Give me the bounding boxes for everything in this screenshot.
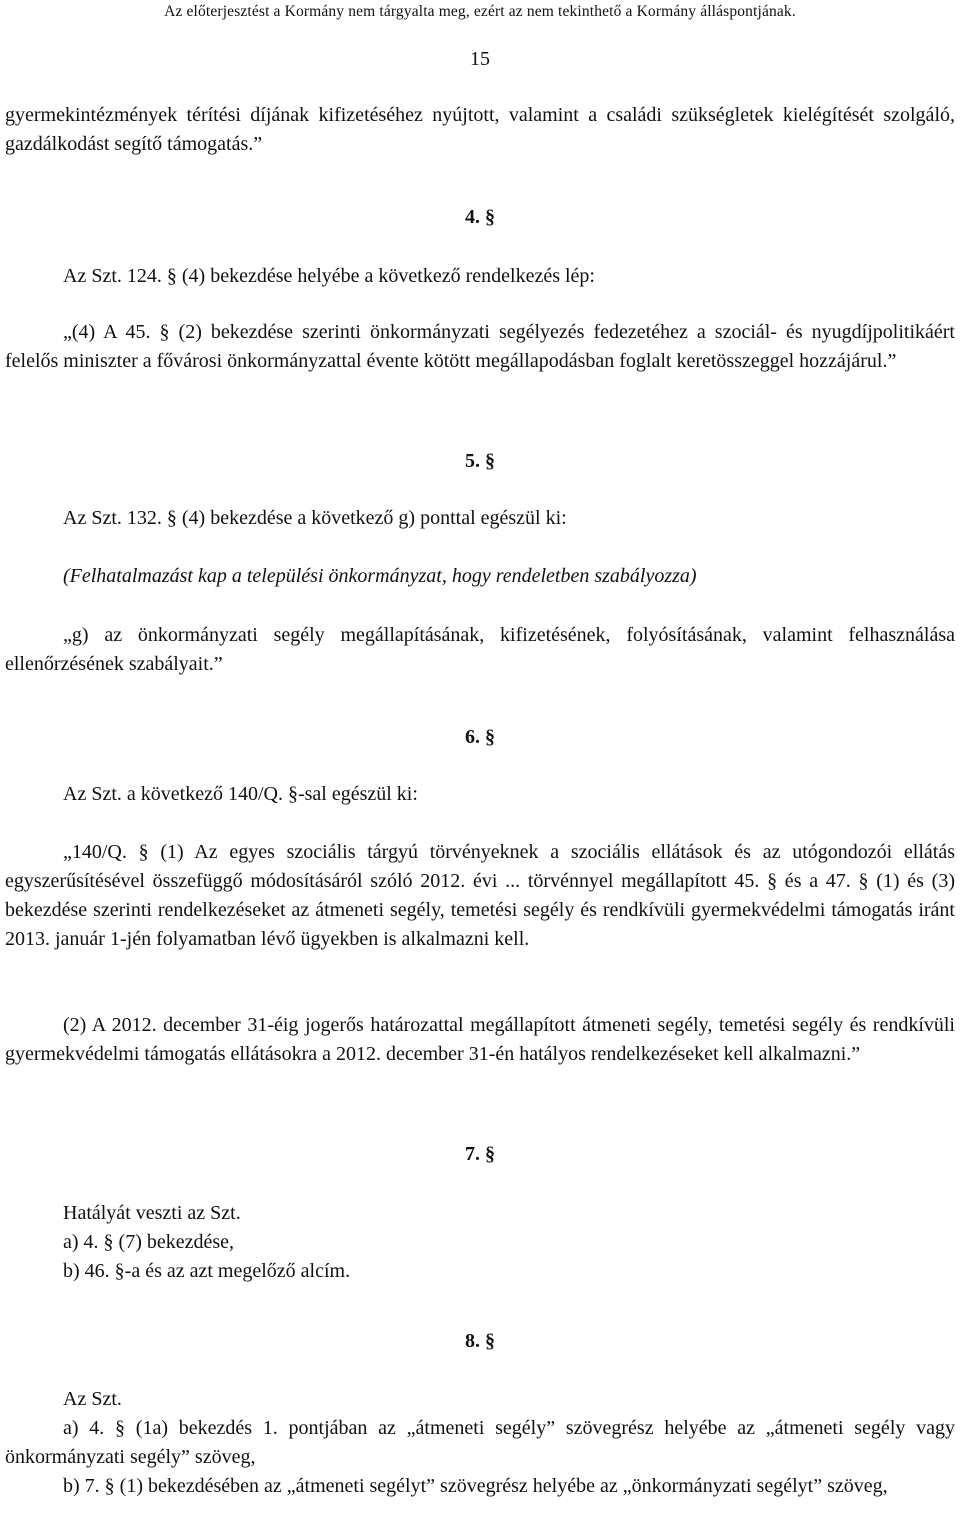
- section-7-item-a: a) 4. § (7) bekezdése,: [63, 1231, 235, 1253]
- intro-paragraph: gyermekintézmények térítési díjának kifizetéséhez nyújtott, valamint a családi szükségletek kielégítését szolgáló, gazdálkodást segítő támogatás.”: [5, 104, 955, 155]
- section-4-lead: Az Szt. 124. § (4) bekezdése helyébe a következő rendelkezés lép:: [63, 265, 595, 287]
- section-6-paragraph-2: (2) A 2012. december 31-éig jogerős határozattal megállapított átmeneti segély, temetési segély és rendkívüli gyermekvédelmi támogatás ellátásokra a 2012. december 31-én hatályos rendelkezéseket kell alkalmazni.”: [5, 1014, 955, 1065]
- section-5-heading: 5. §: [465, 450, 495, 472]
- section-5-lead: Az Szt. 132. § (4) bekezdése a következő g) ponttal egészül ki:: [63, 507, 567, 529]
- section-8-item-a: a) 4. § (1a) bekezdés 1. pontjában az „átmeneti segély” szövegrész helyébe az „átmeneti segély vagy önkormányzati segély” szöveg,: [5, 1417, 955, 1468]
- section-7-heading: 7. §: [465, 1143, 495, 1165]
- section-7-item-b: b) 46. §-a és az azt megelőző alcím.: [63, 1260, 351, 1282]
- section-8-heading: 8. §: [465, 1330, 495, 1352]
- page-number: 15: [470, 48, 490, 70]
- section-4-quote: „(4) A 45. § (2) bekezdése szerinti önkormányzati segélyezés fedezetéhez a szociál- és nyugdíjpolitikáért felelős miniszter a fővárosi önkormányzattal évente kötött megállapodásban foglalt keretösszeggel hozzájárul.”: [5, 321, 955, 372]
- section-6-heading: 6. §: [465, 726, 495, 748]
- draft-notice-header: Az előterjesztést a Kormány nem tárgyalta meg, ezért az nem tekinthető a Kormány álláspontjának.: [164, 3, 796, 20]
- section-6-paragraph-1: „140/Q. § (1) Az egyes szociális tárgyú törvényeknek a szociális ellátások és az utógondozói ellátás egyszerűsítésével összefüggő módosításáról szóló 2012. évi ... törvénnyel megállapított 45. § és a 47. § (1) és (3) bekezdése szerinti rendelkezéseket az átmeneti segély, temetési segély és rendkívüli gyermekvédelmi támogatás iránt 2013. január 1-jén folyamatban lévő ügyekben is alkalmazni kell.: [5, 841, 955, 950]
- section-4-heading: 4. §: [465, 206, 495, 228]
- section-5-italic-context: (Felhatalmazást kap a települési önkormányzat, hogy rendeletben szabályozza): [63, 565, 697, 587]
- section-7-lead: Hatályát veszti az Szt.: [63, 1202, 241, 1224]
- section-5-quote: „g) az önkormányzati segély megállapításának, kifizetésének, folyósításának, valamint felhasználása ellenőrzésének szabályait.”: [5, 624, 955, 675]
- section-8-item-b: b) 7. § (1) bekezdésében az „átmeneti segélyt” szövegrész helyébe az „önkormányzati segélyt” szöveg,: [63, 1475, 888, 1497]
- section-6-lead: Az Szt. a következő 140/Q. §-sal egészül ki:: [63, 783, 418, 805]
- section-7-list: [5, 1199, 955, 1286]
- section-8-lead: Az Szt.: [63, 1388, 122, 1410]
